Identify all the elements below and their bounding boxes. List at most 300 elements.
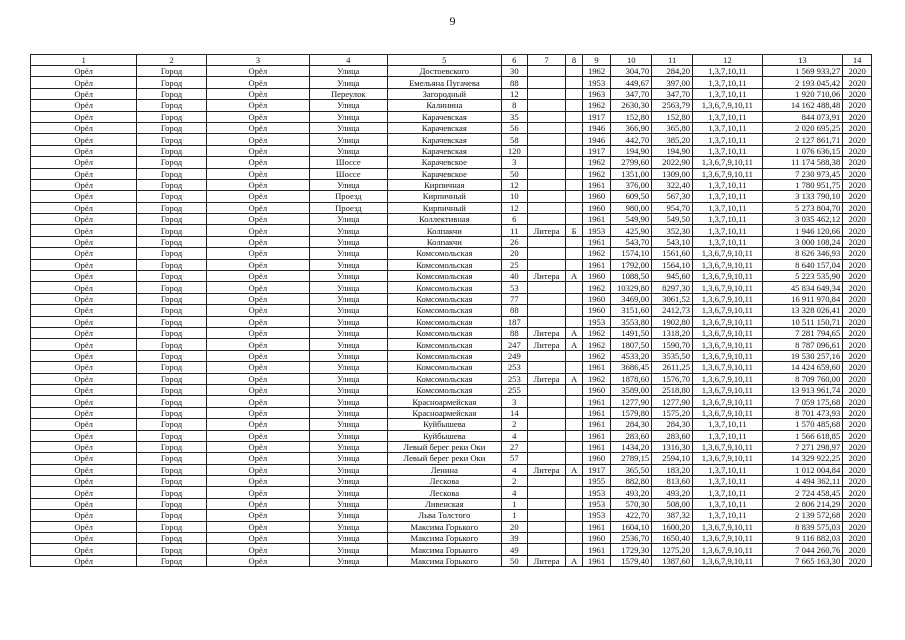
table-cell: 25	[502, 259, 528, 270]
table-cell: А	[566, 327, 582, 338]
table-cell: 247	[502, 339, 528, 350]
table-cell: Улица	[309, 282, 387, 293]
table-cell: Город	[137, 111, 206, 122]
table-row	[31, 441, 872, 452]
table-cell: Проезд	[309, 191, 387, 202]
table-cell: Город	[137, 225, 206, 236]
table-cell: 1,3,6,7,9,10,11	[693, 407, 762, 418]
table-cell: 1,3,6,7,9,10,11	[693, 157, 762, 168]
table-cell: 1962	[582, 282, 611, 293]
table-cell: 1946	[582, 122, 611, 133]
table-cell: 1576,70	[652, 373, 693, 384]
table-cell: Город	[137, 384, 206, 395]
table-cell: Орёл	[206, 168, 309, 179]
table-cell: 1961	[582, 259, 611, 270]
table-cell: Литера	[527, 464, 566, 475]
table-cell: Город	[137, 441, 206, 452]
table-cell: Улица	[309, 533, 387, 544]
table-cell: 2020	[843, 533, 872, 544]
table-cell: 322,40	[652, 179, 693, 190]
table-cell: Литера	[527, 555, 566, 566]
table-cell: 1,3,7,10,11	[693, 202, 762, 213]
table-cell: Город	[137, 100, 206, 111]
table-cell: 1961	[582, 214, 611, 225]
table-cell	[566, 168, 582, 179]
table-cell: 20	[502, 248, 528, 259]
table-cell: Орёл	[31, 441, 137, 452]
table-cell: Орёл	[31, 544, 137, 555]
table-cell: 30	[502, 66, 528, 77]
table-cell: Емельяна Пугачева	[387, 77, 501, 88]
table-cell: Калинина	[387, 100, 501, 111]
table-row	[31, 350, 872, 361]
table-row	[31, 248, 872, 259]
table-cell: Город	[137, 407, 206, 418]
table-cell: 1650,40	[652, 533, 693, 544]
table-cell: Город	[137, 88, 206, 99]
table-cell	[566, 191, 582, 202]
column-header: 12	[693, 55, 762, 66]
table-cell: 366,90	[611, 122, 652, 133]
table-cell: 1 076 636,15	[762, 145, 843, 156]
table-cell: Комсомольская	[387, 259, 501, 270]
table-cell	[566, 521, 582, 532]
table-cell: Коллективная	[387, 214, 501, 225]
table-cell: Город	[137, 293, 206, 304]
table-cell: 2 139 572,68	[762, 510, 843, 521]
table-cell: А	[566, 464, 582, 475]
table-cell: Орёл	[31, 100, 137, 111]
table-cell: 1,3,6,7,9,10,11	[693, 259, 762, 270]
table-cell: Орёл	[206, 134, 309, 145]
table-cell	[527, 202, 566, 213]
table-cell: 1963	[582, 88, 611, 99]
table-cell: 2611,25	[652, 362, 693, 373]
table-cell: 13 328 026,41	[762, 305, 843, 316]
table-cell: Куйбышева	[387, 419, 501, 430]
table-cell: Город	[137, 282, 206, 293]
table-cell: 253	[502, 362, 528, 373]
table-cell: Орёл	[206, 373, 309, 384]
table-cell: Улица	[309, 476, 387, 487]
table-cell: 283,60	[611, 430, 652, 441]
table-cell: Орёл	[206, 533, 309, 544]
table-cell: Колпакчи	[387, 236, 501, 247]
table-cell: 1917	[582, 464, 611, 475]
table-cell: Орёл	[206, 350, 309, 361]
table-cell: Улица	[309, 464, 387, 475]
table-cell: 1961	[582, 396, 611, 407]
table-cell: 1,3,7,10,11	[693, 179, 762, 190]
table-cell: Город	[137, 464, 206, 475]
table-cell: 7 059 175,68	[762, 396, 843, 407]
table-cell: Достоевского	[387, 66, 501, 77]
table-cell: Шоссе	[309, 168, 387, 179]
column-header: 7	[527, 55, 566, 66]
table-cell: Орёл	[206, 88, 309, 99]
table-cell: 3589,00	[611, 384, 652, 395]
table-cell: 1	[502, 498, 528, 509]
table-cell: 2020	[843, 441, 872, 452]
table-cell: 609,50	[611, 191, 652, 202]
table-cell: 1,3,7,10,11	[693, 214, 762, 225]
table-cell: Орёл	[206, 464, 309, 475]
table-cell: 2536,70	[611, 533, 652, 544]
table-cell: 1,3,7,10,11	[693, 122, 762, 133]
table-cell: 882,80	[611, 476, 652, 487]
table-cell: 1575,20	[652, 407, 693, 418]
table-cell: Загородный	[387, 88, 501, 99]
table-cell: 12	[502, 179, 528, 190]
table-cell: 7 230 973,45	[762, 168, 843, 179]
table-row	[31, 339, 872, 350]
table-cell: 9 116 882,03	[762, 533, 843, 544]
table-cell: Орёл	[206, 316, 309, 327]
table-cell: Орёл	[206, 555, 309, 566]
table-cell: 1953	[582, 498, 611, 509]
table-row	[31, 77, 872, 88]
table-cell: 10 511 150,71	[762, 316, 843, 327]
table-cell: 813,60	[652, 476, 693, 487]
table-cell: 2020	[843, 111, 872, 122]
table-cell: Комсомольская	[387, 339, 501, 350]
table-cell: 2020	[843, 373, 872, 384]
table-cell: Орёл	[206, 441, 309, 452]
table-cell: 2789,15	[611, 453, 652, 464]
table-cell: Левый берег реки Оки	[387, 441, 501, 452]
table-cell: 8 839 575,03	[762, 521, 843, 532]
table-cell: Комсомольская	[387, 293, 501, 304]
table-cell: 2020	[843, 419, 872, 430]
table-cell: 1434,20	[611, 441, 652, 452]
table-cell: 2	[502, 419, 528, 430]
table-cell: Лескова	[387, 476, 501, 487]
table-cell	[527, 100, 566, 111]
table-cell: Орёл	[31, 510, 137, 521]
table-cell: 26	[502, 236, 528, 247]
table-row	[31, 544, 872, 555]
table-cell	[527, 214, 566, 225]
table-row	[31, 214, 872, 225]
table-cell: 1960	[582, 271, 611, 282]
table-cell	[566, 487, 582, 498]
table-cell: Кирпичный	[387, 191, 501, 202]
table-cell: 1,3,6,7,9,10,11	[693, 305, 762, 316]
table-cell: Куйбышева	[387, 430, 501, 441]
table-cell	[527, 122, 566, 133]
table-cell: Литера	[527, 271, 566, 282]
table-cell: 2 806 214,29	[762, 498, 843, 509]
table-cell: 1953	[582, 487, 611, 498]
table-row	[31, 498, 872, 509]
table-cell	[527, 498, 566, 509]
table-cell: Орёл	[206, 282, 309, 293]
table-cell: Город	[137, 248, 206, 259]
table-cell: 1960	[582, 384, 611, 395]
table-cell: 2020	[843, 134, 872, 145]
table-cell: А	[566, 271, 582, 282]
table-cell: Орёл	[31, 248, 137, 259]
table-cell: Город	[137, 327, 206, 338]
table-cell: 1878,60	[611, 373, 652, 384]
table-cell: 4533,20	[611, 350, 652, 361]
table-cell: 20	[502, 521, 528, 532]
table-cell: Улица	[309, 259, 387, 270]
table-cell: 1961	[582, 179, 611, 190]
table-cell: 2518,80	[652, 384, 693, 395]
table-cell: 1,3,7,10,11	[693, 498, 762, 509]
table-cell: Улица	[309, 77, 387, 88]
table-cell: 1,3,7,10,11	[693, 464, 762, 475]
table-cell: 4	[502, 464, 528, 475]
table-cell: 2020	[843, 362, 872, 373]
table-cell: 58	[502, 134, 528, 145]
table-cell: 493,20	[611, 487, 652, 498]
table-cell	[566, 77, 582, 88]
table-cell: Переулок	[309, 88, 387, 99]
table-cell: Орёл	[206, 510, 309, 521]
table-row	[31, 191, 872, 202]
table-cell: 1953	[582, 316, 611, 327]
table-cell: 7 281 794,65	[762, 327, 843, 338]
table-cell: 1962	[582, 66, 611, 77]
table-cell: Орёл	[206, 225, 309, 236]
table-cell: 1807,50	[611, 339, 652, 350]
table-cell: Улица	[309, 316, 387, 327]
table-cell: Орёл	[31, 498, 137, 509]
table-cell: Улица	[309, 396, 387, 407]
table-cell	[527, 362, 566, 373]
table-cell: 1,3,7,10,11	[693, 145, 762, 156]
table-cell: Орёл	[206, 430, 309, 441]
column-header: 6	[502, 55, 528, 66]
table-row	[31, 88, 872, 99]
table-cell: Улица	[309, 510, 387, 521]
table-cell: Улица	[309, 271, 387, 282]
column-header: 3	[206, 55, 309, 66]
table-cell	[566, 248, 582, 259]
table-cell	[566, 407, 582, 418]
table-cell: 1961	[582, 521, 611, 532]
table-cell: 152,80	[611, 111, 652, 122]
table-cell: Улица	[309, 362, 387, 373]
table-cell	[566, 66, 582, 77]
table-row	[31, 66, 872, 77]
table-cell: Орёл	[31, 122, 137, 133]
table-cell: 2412,73	[652, 305, 693, 316]
table-cell: Город	[137, 77, 206, 88]
page-number: 9	[449, 14, 456, 28]
table-cell: 1 569 933,27	[762, 66, 843, 77]
table-cell: 980,00	[611, 202, 652, 213]
table-cell: А	[566, 555, 582, 566]
table-cell: Город	[137, 305, 206, 316]
table-cell: Улица	[309, 487, 387, 498]
table-cell: 2020	[843, 191, 872, 202]
table-cell: 1277,90	[611, 396, 652, 407]
table-cell: Комсомольская	[387, 362, 501, 373]
table-cell: Орёл	[31, 282, 137, 293]
table-cell	[566, 214, 582, 225]
table-cell	[527, 305, 566, 316]
table-cell	[566, 362, 582, 373]
table-cell	[566, 282, 582, 293]
column-header: 5	[387, 55, 501, 66]
table-cell: Орёл	[31, 453, 137, 464]
table-cell: 1961	[582, 544, 611, 555]
table-row	[31, 419, 872, 430]
table-cell: Город	[137, 157, 206, 168]
table-cell: Орёл	[31, 77, 137, 88]
table-cell: 1579,40	[611, 555, 652, 566]
table-cell: 2020	[843, 350, 872, 361]
table-cell: Кирпичная	[387, 179, 501, 190]
table-cell: Орёл	[31, 157, 137, 168]
table-cell: Улица	[309, 555, 387, 566]
table-cell: 1088,50	[611, 271, 652, 282]
table-cell: Город	[137, 259, 206, 270]
table-cell: Орёл	[31, 476, 137, 487]
table-cell: Орёл	[31, 305, 137, 316]
table-cell: Комсомольская	[387, 305, 501, 316]
table-cell: А	[566, 373, 582, 384]
table-cell: Орёл	[31, 168, 137, 179]
table-cell: 2020	[843, 157, 872, 168]
table-cell: 2	[502, 476, 528, 487]
table-cell: 1729,30	[611, 544, 652, 555]
table-cell: Орёл	[31, 271, 137, 282]
table-cell: 1962	[582, 168, 611, 179]
table-cell: Комсомольская	[387, 384, 501, 395]
table-cell: 1 920 710,06	[762, 88, 843, 99]
table-cell	[527, 236, 566, 247]
table-cell: Улица	[309, 419, 387, 430]
table-cell: Орёл	[206, 384, 309, 395]
table-cell: Комсомольская	[387, 248, 501, 259]
table-cell: 1574,10	[611, 248, 652, 259]
table-cell: 35	[502, 111, 528, 122]
table-cell: 1962	[582, 248, 611, 259]
table-cell: 1,3,6,7,9,10,11	[693, 100, 762, 111]
table-cell: 152,80	[652, 111, 693, 122]
table-cell: Льва Толстого	[387, 510, 501, 521]
table-cell: 249	[502, 350, 528, 361]
table-cell: 2020	[843, 339, 872, 350]
table-cell	[527, 419, 566, 430]
table-cell: 2022,90	[652, 157, 693, 168]
table-cell: 1318,20	[652, 327, 693, 338]
table-cell: 255	[502, 384, 528, 395]
table-cell: 347,70	[652, 88, 693, 99]
table-cell: 1,3,7,10,11	[693, 510, 762, 521]
table-cell: 88	[502, 327, 528, 338]
table-cell: Город	[137, 236, 206, 247]
table-cell: Орёл	[206, 157, 309, 168]
table-row	[31, 362, 872, 373]
table-cell: 2020	[843, 145, 872, 156]
table-cell: 88	[502, 305, 528, 316]
table-cell: Город	[137, 476, 206, 487]
table-cell: Город	[137, 214, 206, 225]
table-cell: 7 271 298,97	[762, 441, 843, 452]
table-cell: Город	[137, 430, 206, 441]
table-cell: Орёл	[31, 293, 137, 304]
table-cell: 1,3,6,7,9,10,11	[693, 271, 762, 282]
table-cell: Орёл	[206, 407, 309, 418]
table-cell: 1316,30	[652, 441, 693, 452]
table-cell: 3061,52	[652, 293, 693, 304]
table-cell: 397,00	[652, 77, 693, 88]
table-cell: 376,00	[611, 179, 652, 190]
table-cell: 4	[502, 430, 528, 441]
table-cell: 1,3,7,10,11	[693, 487, 762, 498]
table-cell: Комсомольская	[387, 350, 501, 361]
table-row	[31, 407, 872, 418]
table-cell: Карачевская	[387, 122, 501, 133]
table-cell: 1917	[582, 111, 611, 122]
table-cell: 493,20	[652, 487, 693, 498]
table-cell: 1,3,6,7,9,10,11	[693, 339, 762, 350]
header-row	[31, 55, 872, 66]
table-cell: 1,3,7,10,11	[693, 77, 762, 88]
table-row	[31, 122, 872, 133]
table-cell: 45 834 649,34	[762, 282, 843, 293]
table-cell	[566, 305, 582, 316]
table-cell: 1962	[582, 350, 611, 361]
table-cell: Орёл	[31, 430, 137, 441]
table-cell: Город	[137, 453, 206, 464]
table-cell: 12	[502, 88, 528, 99]
table-cell: 2020	[843, 236, 872, 247]
table-cell: Орёл	[31, 259, 137, 270]
table-cell: 57	[502, 453, 528, 464]
table-cell: Орёл	[206, 248, 309, 259]
table-cell: 1962	[582, 157, 611, 168]
table-cell: Город	[137, 179, 206, 190]
table-cell: Комсомольская	[387, 282, 501, 293]
table-cell: Улица	[309, 384, 387, 395]
table-cell	[566, 88, 582, 99]
table-cell: 39	[502, 533, 528, 544]
table-cell: Город	[137, 533, 206, 544]
table-cell	[527, 350, 566, 361]
table-cell: 3535,50	[652, 350, 693, 361]
table-cell: Орёл	[31, 396, 137, 407]
table-cell: Комсомольская	[387, 271, 501, 282]
table-cell: 2020	[843, 293, 872, 304]
table-cell: Левый берег реки Оки	[387, 453, 501, 464]
table-cell	[527, 191, 566, 202]
table-cell: 40	[502, 271, 528, 282]
table-row	[31, 134, 872, 145]
table-row	[31, 487, 872, 498]
column-header: 1	[31, 55, 137, 66]
table-cell: 284,30	[611, 419, 652, 430]
table-cell: 1,3,6,7,9,10,11	[693, 453, 762, 464]
table-cell: Литера	[527, 373, 566, 384]
table-cell: 284,30	[652, 419, 693, 430]
table-cell: 1960	[582, 202, 611, 213]
table-cell: 11	[502, 225, 528, 236]
table-cell: Орёл	[31, 487, 137, 498]
table-cell: 183,20	[652, 464, 693, 475]
table-cell	[527, 487, 566, 498]
table-cell: 425,90	[611, 225, 652, 236]
table-row	[31, 396, 872, 407]
table-cell	[527, 396, 566, 407]
table-row	[31, 168, 872, 179]
table-cell: 1600,20	[652, 521, 693, 532]
